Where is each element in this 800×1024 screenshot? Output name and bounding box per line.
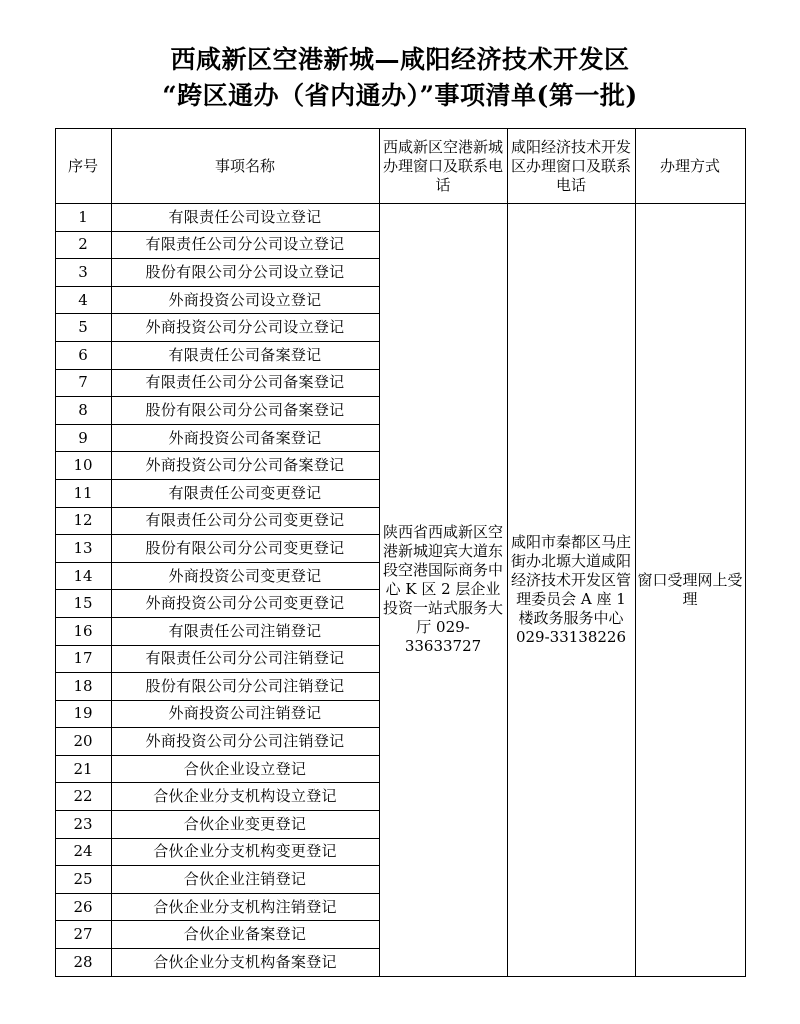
column-header-name: 事项名称 <box>111 129 379 204</box>
table-body <box>55 204 745 977</box>
row-item-name: 有限责任公司分公司变更登记 <box>111 507 379 535</box>
row-number: 13 <box>55 535 111 563</box>
row-item-name: 有限责任公司分公司设立登记 <box>111 231 379 259</box>
row-item-name: 外商投资公司备案登记 <box>111 424 379 452</box>
row-number: 22 <box>55 783 111 811</box>
row-number: 14 <box>55 562 111 590</box>
row-number: 28 <box>55 949 111 977</box>
row-item-name: 有限责任公司变更登记 <box>111 479 379 507</box>
xianyang-window-address-text: 咸阳市秦都区马庄街办北塬大道咸阳经济技术开发区管理委员会 A 座 1 楼政务服务中心 029-33138226 <box>510 532 631 646</box>
items-table <box>55 128 746 977</box>
row-number: 27 <box>55 921 111 949</box>
row-number: 12 <box>55 507 111 535</box>
row-item-name: 有限责任公司分公司注销登记 <box>111 645 379 673</box>
xianyang-window-address <box>507 204 635 977</box>
row-number: 20 <box>55 728 111 756</box>
row-item-name: 股份有限公司分公司设立登记 <box>111 259 379 287</box>
row-item-name: 外商投资公司设立登记 <box>111 286 379 314</box>
page-title-line-2: “跨区通办（省内通办）”事项清单(第一批) <box>162 81 638 110</box>
row-item-name: 外商投资公司注销登记 <box>111 700 379 728</box>
table-header <box>55 129 745 204</box>
column-header-no: 序号 <box>55 129 111 204</box>
row-item-name: 股份有限公司分公司注销登记 <box>111 673 379 701</box>
row-item-name: 有限责任公司注销登记 <box>111 617 379 645</box>
row-item-name: 合伙企业分支机构设立登记 <box>111 783 379 811</box>
page-title-line-1: 西咸新区空港新城—咸阳经济技术开发区 <box>170 45 630 74</box>
row-number: 25 <box>55 866 111 894</box>
row-number: 23 <box>55 811 111 839</box>
kongang-window-address <box>379 204 507 977</box>
row-number: 1 <box>55 204 111 232</box>
page-title <box>0 0 800 114</box>
handling-method <box>635 204 745 977</box>
kongang-window-address-text: 陕西省西咸新区空港新城迎宾大道东段空港国际商务中心 K 区 2 层企业投资一站式服务大厅 029-33633727 <box>382 523 503 656</box>
row-item-name: 外商投资公司分公司变更登记 <box>111 590 379 618</box>
table-header-row <box>55 129 745 204</box>
column-header-kongang-window: 西咸新区空港新城办理窗口及联系电话 <box>379 129 507 204</box>
row-number: 24 <box>55 838 111 866</box>
handling-method-text: 窗口受理网上受理 <box>637 570 743 608</box>
row-item-name: 合伙企业变更登记 <box>111 811 379 839</box>
column-header-xianyang-window: 咸阳经济技术开发区办理窗口及联系电话 <box>507 129 635 204</box>
row-number: 19 <box>55 700 111 728</box>
row-number: 2 <box>55 231 111 259</box>
row-item-name: 合伙企业注销登记 <box>111 866 379 894</box>
row-item-name: 合伙企业分支机构注销登记 <box>111 893 379 921</box>
row-item-name: 外商投资公司分公司注销登记 <box>111 728 379 756</box>
row-number: 16 <box>55 617 111 645</box>
row-item-name: 合伙企业分支机构变更登记 <box>111 838 379 866</box>
row-number: 8 <box>55 397 111 425</box>
row-number: 11 <box>55 479 111 507</box>
table-row <box>55 204 745 232</box>
row-number: 26 <box>55 893 111 921</box>
row-number: 21 <box>55 755 111 783</box>
row-item-name: 外商投资公司变更登记 <box>111 562 379 590</box>
row-number: 5 <box>55 314 111 342</box>
row-item-name: 合伙企业分支机构备案登记 <box>111 949 379 977</box>
row-item-name: 股份有限公司分公司备案登记 <box>111 397 379 425</box>
row-item-name: 有限责任公司备案登记 <box>111 341 379 369</box>
row-item-name: 合伙企业设立登记 <box>111 755 379 783</box>
row-item-name: 有限责任公司设立登记 <box>111 204 379 232</box>
row-item-name: 有限责任公司分公司备案登记 <box>111 369 379 397</box>
row-number: 6 <box>55 341 111 369</box>
row-number: 4 <box>55 286 111 314</box>
row-number: 17 <box>55 645 111 673</box>
row-number: 18 <box>55 673 111 701</box>
row-number: 10 <box>55 452 111 480</box>
row-item-name: 外商投资公司分公司设立登记 <box>111 314 379 342</box>
row-item-name: 股份有限公司分公司变更登记 <box>111 535 379 563</box>
row-number: 7 <box>55 369 111 397</box>
row-number: 15 <box>55 590 111 618</box>
row-number: 3 <box>55 259 111 287</box>
row-number: 9 <box>55 424 111 452</box>
row-item-name: 合伙企业备案登记 <box>111 921 379 949</box>
column-header-method: 办理方式 <box>635 129 745 204</box>
row-item-name: 外商投资公司分公司备案登记 <box>111 452 379 480</box>
